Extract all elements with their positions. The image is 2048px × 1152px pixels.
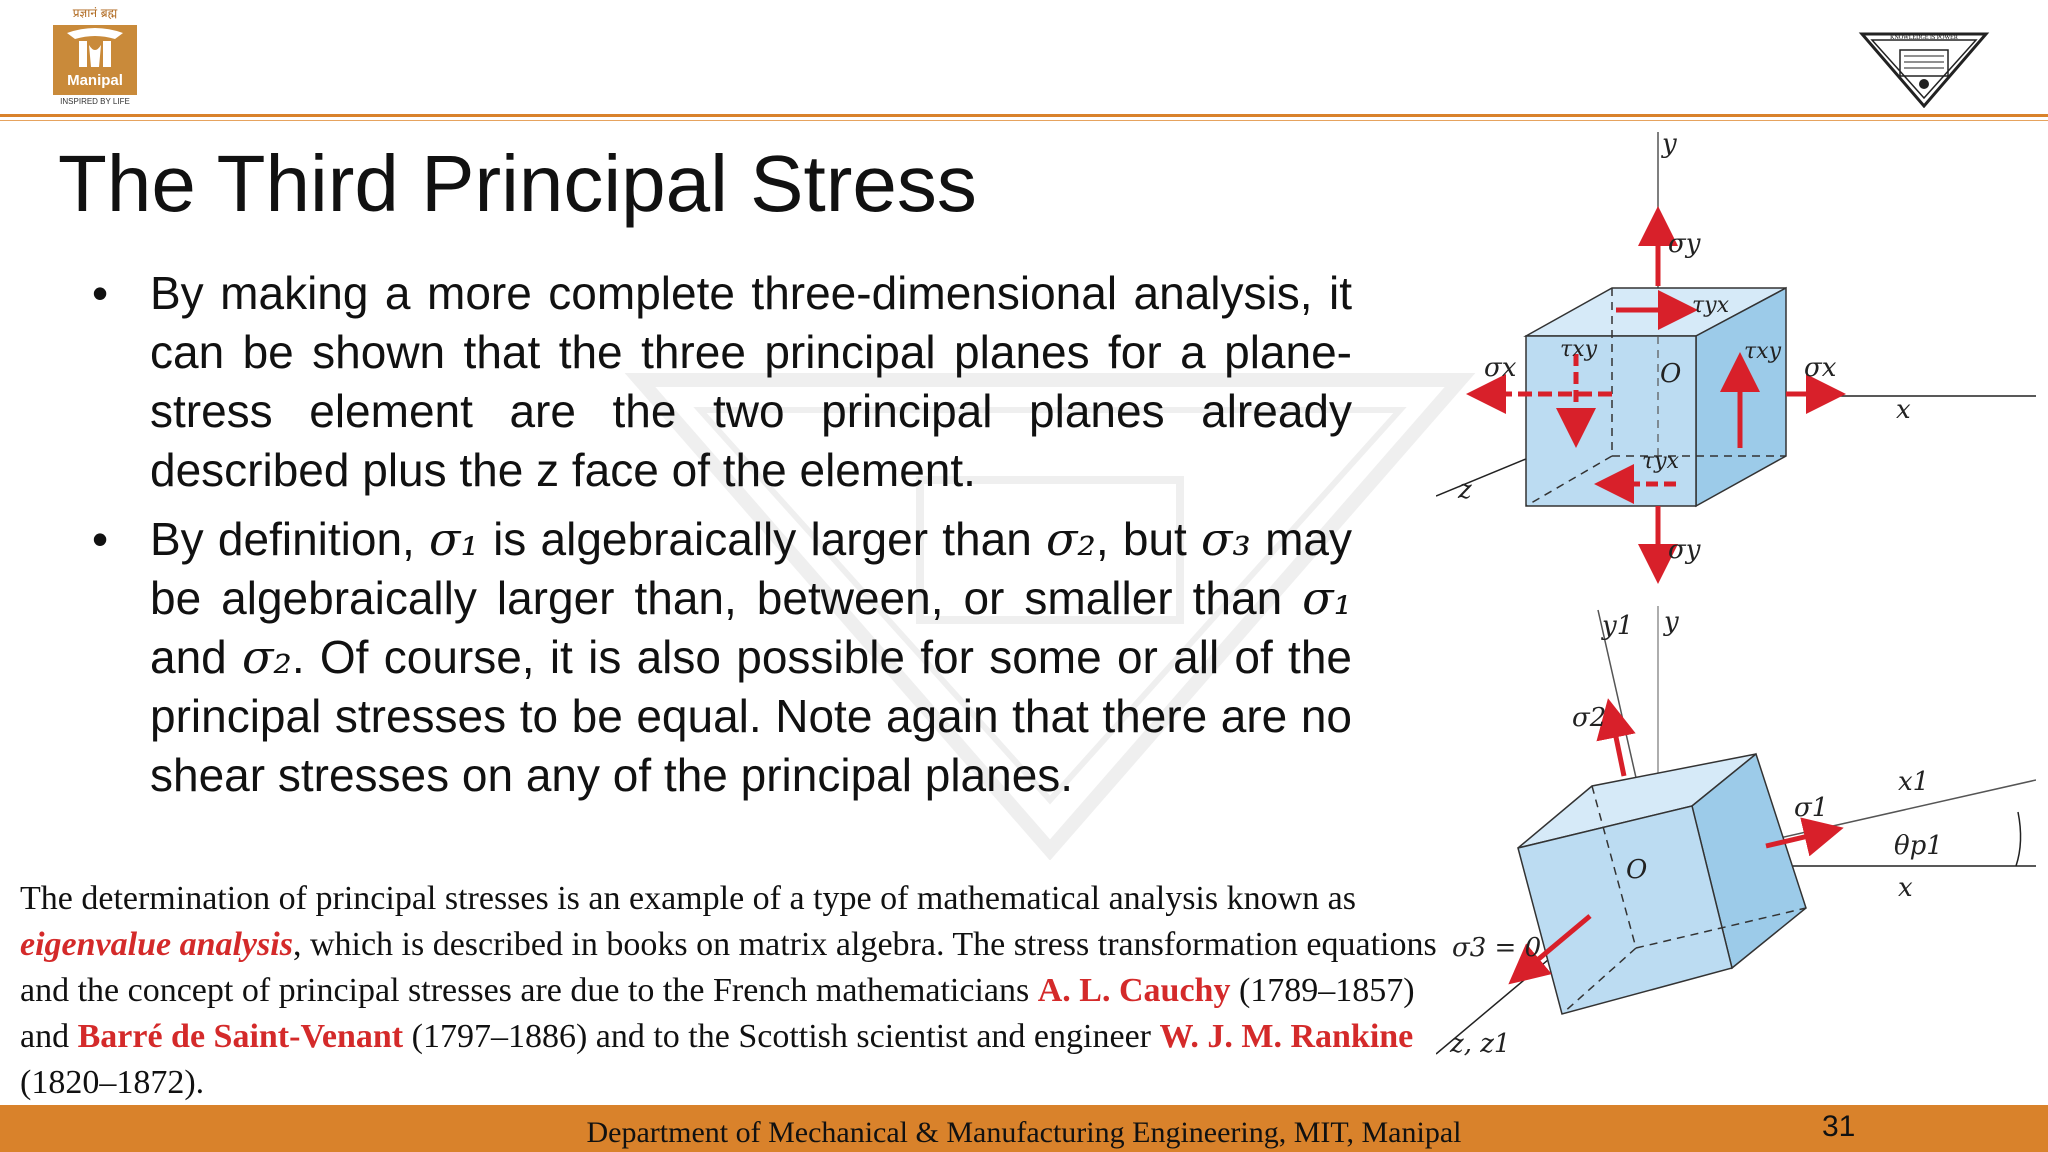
label-sigma-1: σ1: [1794, 793, 1829, 823]
label-sigma-y: σy: [1668, 535, 1701, 565]
symbol-sigma-3: σ₃: [1201, 512, 1251, 566]
logo-brand: Manipal: [67, 72, 123, 89]
label-y: y: [1664, 607, 1679, 637]
note-text: (1797–1886) and to the Scottish scientist and engineer: [403, 1018, 1160, 1055]
bullet-item: [90, 510, 1352, 805]
slide-title: The Third Principal Stress: [58, 139, 977, 228]
note-text: The determination of principal stresses is an example of a type of mathematical analysis known as: [20, 880, 1356, 917]
bullet-text: . Of course, it is also possible for some or all of the principal stresses to be equal. Note again that there are no shear stresses on any of the principal planes.: [150, 631, 1352, 801]
note-text: , which is described in books on matrix algebra. The stress transformation equations and the concept of principal stresses are due to the French mathematicians: [20, 926, 1437, 1009]
symbol-sigma-1: σ₁: [1302, 571, 1352, 625]
label-sigma-y: σy: [1668, 229, 1701, 259]
label-sigma-x: σx: [1804, 353, 1837, 383]
label-tau-yx: τyx: [1692, 293, 1730, 318]
principal-stress-element: [1436, 606, 2036, 1059]
bullet-list: [90, 264, 1352, 815]
bullet-text: and: [150, 631, 243, 683]
label-origin: O: [1660, 359, 1682, 389]
label-z-z1: z, z1: [1450, 1029, 1511, 1059]
bullet-item: [90, 264, 1352, 500]
angle-arc: [2016, 812, 2021, 866]
footer-department: Department of Mechanical & Manufacturing Engineering, MIT, Manipal: [586, 1116, 1462, 1149]
plane-stress-element: [1436, 129, 2036, 574]
highlight-eigenvalue: eigenvalue analysis: [20, 926, 293, 963]
manipal-emblem: [53, 25, 137, 95]
highlight-saint-venant: Barré de Saint-Venant: [77, 1018, 404, 1055]
label-tau-xy: τxy: [1744, 339, 1782, 364]
label-theta-p1: θp1: [1894, 831, 1943, 861]
stress-element-figure: [1436, 126, 2036, 1066]
manipal-logo: [50, 4, 140, 114]
highlight-rankine: W. J. M. Rankine: [1159, 1018, 1414, 1055]
seal-motto-text: KNOWLEDGE IS POWER: [1890, 35, 1958, 41]
mit-seal-logo: [1858, 28, 1990, 108]
label-y1: y1: [1602, 611, 1634, 641]
bullet-text: By definition,: [150, 513, 430, 565]
label-y: y: [1662, 129, 1677, 159]
bullet-text: By making a more complete three-dimensional analysis, it can be shown that the three principal planes for a plane-stress element are the two principal planes already described plus the z face of the element.: [150, 267, 1352, 496]
symbol-sigma-2: σ₂: [1046, 512, 1096, 566]
logo-hindi-motto: प्रज्ञानं ब्रह्म: [72, 6, 118, 20]
page-number: 31: [1822, 1110, 1856, 1143]
symbol-sigma-1: σ₁: [429, 512, 479, 566]
bullet-text: is algebraically larger than: [478, 513, 1047, 565]
note-text: (1820–1872).: [20, 1064, 205, 1101]
logo-tagline: INSPIRED BY LIFE: [60, 97, 130, 106]
highlight-cauchy: A. L. Cauchy: [1037, 972, 1231, 1009]
emblem-icon: [53, 25, 137, 75]
bullet-text: may be algebraically larger than, between, or smaller than: [150, 513, 1352, 624]
label-sigma-3: σ3 = 0: [1452, 933, 1542, 963]
bullet-text: , but: [1095, 513, 1202, 565]
label-sigma-2: σ2: [1572, 703, 1607, 733]
label-tau-yx: τyx: [1642, 449, 1680, 474]
symbol-sigma-2: σ₂: [242, 630, 292, 684]
label-sigma-x: σx: [1484, 353, 1517, 383]
label-x: x: [1896, 395, 1911, 425]
label-origin: O: [1626, 855, 1648, 885]
label-x: x: [1898, 873, 1913, 903]
note-text: (1789–1857) and: [20, 972, 1415, 1055]
label-z: z: [1458, 475, 1472, 505]
label-tau-xy: τxy: [1560, 337, 1598, 362]
header-divider-thin: [0, 120, 2048, 121]
historical-note: [20, 876, 1440, 1106]
header-divider: [0, 114, 2048, 117]
label-x1: x1: [1898, 767, 1930, 797]
